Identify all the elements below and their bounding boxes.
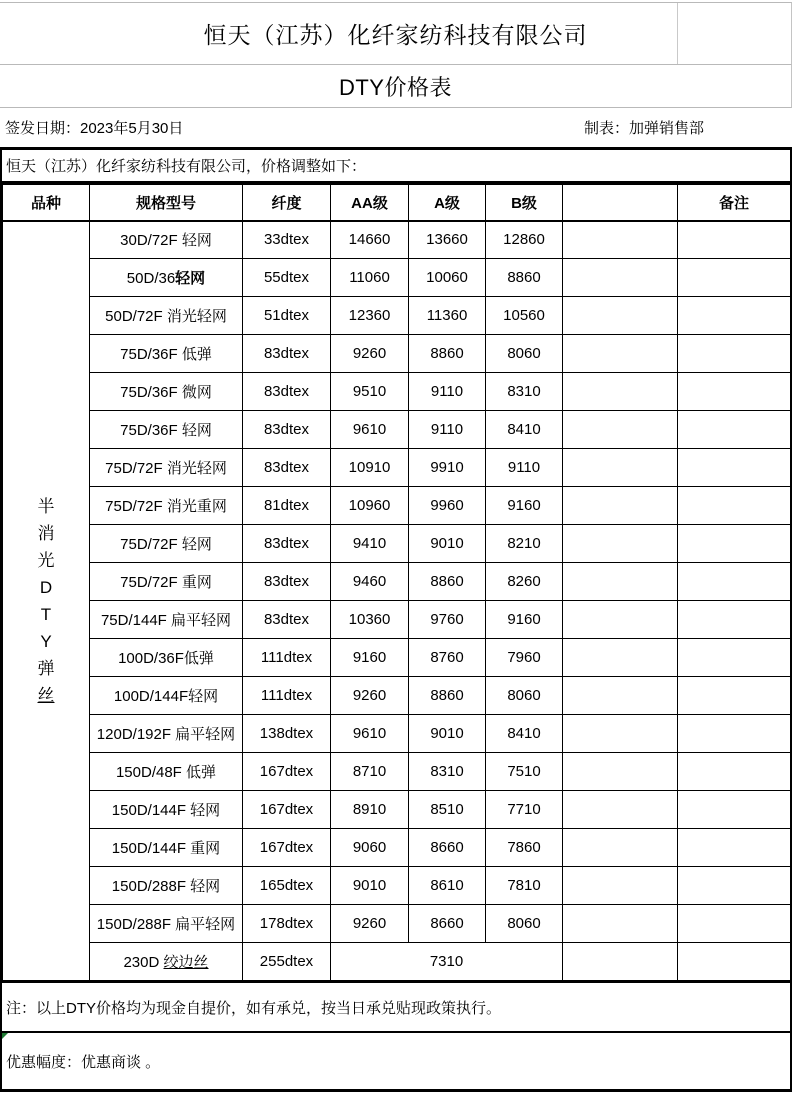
spec-cell: 75D/144F 扁平轻网 bbox=[90, 601, 243, 639]
spec-cell: 75D/36F 微网 bbox=[90, 373, 243, 411]
price-cell-b: 9110 bbox=[486, 449, 563, 487]
price-cell-a: 9910 bbox=[409, 449, 486, 487]
remark-cell bbox=[678, 715, 791, 753]
table-row bbox=[3, 487, 791, 525]
spec-cell: 75D/72F 轻网 bbox=[90, 525, 243, 563]
price-table bbox=[2, 184, 791, 981]
price-cell-b: 8410 bbox=[486, 715, 563, 753]
price-cell-aa: 9260 bbox=[331, 677, 409, 715]
column-header-grade-a: A级 bbox=[409, 185, 486, 221]
spec-cell: 150D/48F 低弹 bbox=[90, 753, 243, 791]
table-row bbox=[3, 867, 791, 905]
dtex-cell: 111dtex bbox=[243, 677, 331, 715]
price-cell-b: 7510 bbox=[486, 753, 563, 791]
table-row bbox=[3, 829, 791, 867]
extra-cell bbox=[563, 677, 678, 715]
spec-cell: 75D/72F 消光重网 bbox=[90, 487, 243, 525]
extra-cell bbox=[563, 449, 678, 487]
price-cell-merged: 7310 bbox=[331, 943, 563, 981]
table-row bbox=[3, 791, 791, 829]
price-cell-a: 8310 bbox=[409, 753, 486, 791]
table-row bbox=[3, 335, 791, 373]
price-cell-aa: 9060 bbox=[331, 829, 409, 867]
price-cell-b: 7860 bbox=[486, 829, 563, 867]
spec-cell: 50D/72F 消光轻网 bbox=[90, 297, 243, 335]
table-row bbox=[3, 297, 791, 335]
table-row bbox=[3, 373, 791, 411]
remark-cell bbox=[678, 297, 791, 335]
extra-cell bbox=[563, 487, 678, 525]
price-cell-a: 9760 bbox=[409, 601, 486, 639]
remark-cell bbox=[678, 943, 791, 981]
table-row bbox=[3, 905, 791, 943]
price-cell-aa: 8710 bbox=[331, 753, 409, 791]
column-header-category: 品种 bbox=[3, 185, 90, 221]
spec-cell: 100D/36F低弹 bbox=[90, 639, 243, 677]
table-row bbox=[3, 259, 791, 297]
price-cell-a: 8860 bbox=[409, 563, 486, 601]
price-cell-aa: 9010 bbox=[331, 867, 409, 905]
dtex-cell: 167dtex bbox=[243, 791, 331, 829]
extra-cell bbox=[563, 639, 678, 677]
dtex-cell: 51dtex bbox=[243, 297, 331, 335]
dtex-cell: 83dtex bbox=[243, 335, 331, 373]
price-cell-aa: 10910 bbox=[331, 449, 409, 487]
price-cell-aa: 11060 bbox=[331, 259, 409, 297]
price-cell-b: 8210 bbox=[486, 525, 563, 563]
column-header-spec: 规格型号 bbox=[90, 185, 243, 221]
remark-cell bbox=[678, 753, 791, 791]
price-cell-a: 8760 bbox=[409, 639, 486, 677]
remark-cell bbox=[678, 677, 791, 715]
table-row bbox=[3, 715, 791, 753]
meta-row bbox=[0, 108, 792, 147]
spec-cell: 230D 绞边丝 bbox=[90, 943, 243, 981]
price-cell-b: 7710 bbox=[486, 791, 563, 829]
remark-cell bbox=[678, 259, 791, 297]
notice-text: 恒天（江苏）化纤家纺科技有限公司，价格调整如下： bbox=[6, 158, 367, 175]
price-cell-a: 13660 bbox=[409, 221, 486, 259]
price-cell-b: 7810 bbox=[486, 867, 563, 905]
price-cell-aa: 8910 bbox=[331, 791, 409, 829]
price-cell-a: 8660 bbox=[409, 829, 486, 867]
extra-cell bbox=[563, 867, 678, 905]
spec-cell: 150D/288F 轻网 bbox=[90, 867, 243, 905]
column-header-grade-aa: AA级 bbox=[331, 185, 409, 221]
spec-cell: 150D/288F 扁平轻网 bbox=[90, 905, 243, 943]
price-cell-b: 8860 bbox=[486, 259, 563, 297]
dtex-cell: 81dtex bbox=[243, 487, 331, 525]
extra-cell bbox=[563, 411, 678, 449]
remark-cell bbox=[678, 829, 791, 867]
price-cell-aa: 9160 bbox=[331, 639, 409, 677]
price-table-body bbox=[3, 221, 791, 981]
price-cell-aa: 9610 bbox=[331, 715, 409, 753]
spec-cell: 150D/144F 重网 bbox=[90, 829, 243, 867]
price-cell-b: 7960 bbox=[486, 639, 563, 677]
extra-cell bbox=[563, 563, 678, 601]
price-cell-b: 8060 bbox=[486, 335, 563, 373]
dtex-cell: 33dtex bbox=[243, 221, 331, 259]
dtex-cell: 178dtex bbox=[243, 905, 331, 943]
table-row bbox=[3, 525, 791, 563]
spec-cell: 75D/72F 重网 bbox=[90, 563, 243, 601]
price-cell-a: 9010 bbox=[409, 715, 486, 753]
spec-cell: 150D/144F 轻网 bbox=[90, 791, 243, 829]
dtex-cell: 55dtex bbox=[243, 259, 331, 297]
table-row bbox=[3, 411, 791, 449]
extra-cell bbox=[563, 715, 678, 753]
price-cell-b: 8060 bbox=[486, 677, 563, 715]
extra-cell bbox=[563, 259, 678, 297]
remark-cell bbox=[678, 563, 791, 601]
table-row bbox=[3, 601, 791, 639]
price-cell-a: 8660 bbox=[409, 905, 486, 943]
price-cell-b: 10560 bbox=[486, 297, 563, 335]
dtex-cell: 165dtex bbox=[243, 867, 331, 905]
spec-cell: 75D/72F 消光轻网 bbox=[90, 449, 243, 487]
price-cell-aa: 10960 bbox=[331, 487, 409, 525]
remark-cell bbox=[678, 335, 791, 373]
dtex-cell: 83dtex bbox=[243, 373, 331, 411]
dtex-cell: 255dtex bbox=[243, 943, 331, 981]
price-cell-b: 8260 bbox=[486, 563, 563, 601]
price-cell-aa: 10360 bbox=[331, 601, 409, 639]
discount-row bbox=[2, 1031, 790, 1089]
remark-cell bbox=[678, 905, 791, 943]
price-cell-aa: 9260 bbox=[331, 335, 409, 373]
price-cell-a: 10060 bbox=[409, 259, 486, 297]
spec-cell: 75D/36F 轻网 bbox=[90, 411, 243, 449]
dtex-cell: 167dtex bbox=[243, 753, 331, 791]
column-header-dtex: 纤度 bbox=[243, 185, 331, 221]
grid-divider bbox=[677, 3, 678, 64]
remark-cell bbox=[678, 601, 791, 639]
remark-cell bbox=[678, 487, 791, 525]
column-header-grade-b: B级 bbox=[486, 185, 563, 221]
extra-cell bbox=[563, 829, 678, 867]
remark-cell bbox=[678, 373, 791, 411]
extra-cell bbox=[563, 943, 678, 981]
dtex-cell: 83dtex bbox=[243, 563, 331, 601]
price-cell-a: 9110 bbox=[409, 411, 486, 449]
price-cell-aa: 9260 bbox=[331, 905, 409, 943]
extra-cell bbox=[563, 905, 678, 943]
remark-cell bbox=[678, 221, 791, 259]
price-cell-b: 9160 bbox=[486, 601, 563, 639]
spec-cell: 120D/192F 扁平轻网 bbox=[90, 715, 243, 753]
price-cell-b: 9160 bbox=[486, 487, 563, 525]
remark-cell bbox=[678, 525, 791, 563]
extra-cell bbox=[563, 297, 678, 335]
dtex-cell: 83dtex bbox=[243, 601, 331, 639]
table-row bbox=[3, 563, 791, 601]
price-cell-aa: 9460 bbox=[331, 563, 409, 601]
extra-cell bbox=[563, 335, 678, 373]
price-cell-a: 9010 bbox=[409, 525, 486, 563]
price-cell-a: 9960 bbox=[409, 487, 486, 525]
table-header-row bbox=[3, 185, 791, 221]
table-row bbox=[3, 449, 791, 487]
table-row bbox=[3, 221, 791, 259]
cell-flag-icon bbox=[2, 1033, 8, 1039]
dtex-cell: 83dtex bbox=[243, 449, 331, 487]
dtex-cell: 167dtex bbox=[243, 829, 331, 867]
price-cell-aa: 9510 bbox=[331, 373, 409, 411]
dtex-cell: 138dtex bbox=[243, 715, 331, 753]
dtex-cell: 83dtex bbox=[243, 411, 331, 449]
price-cell-b: 8310 bbox=[486, 373, 563, 411]
table-row bbox=[3, 753, 791, 791]
price-cell-a: 8610 bbox=[409, 867, 486, 905]
price-cell-a: 11360 bbox=[409, 297, 486, 335]
company-title-row bbox=[0, 2, 792, 65]
table-row bbox=[3, 677, 791, 715]
prepared-by: 制表：加弹销售部 bbox=[583, 120, 704, 137]
extra-cell bbox=[563, 791, 678, 829]
remark-cell bbox=[678, 411, 791, 449]
notice-row bbox=[2, 150, 790, 184]
extra-cell bbox=[563, 601, 678, 639]
price-cell-aa: 9410 bbox=[331, 525, 409, 563]
table-row bbox=[3, 943, 791, 981]
category-vertical-text: 半 消 光 D T Y 弹 丝 bbox=[37, 496, 55, 705]
spec-cell: 100D/144F轻网 bbox=[90, 677, 243, 715]
price-table-block bbox=[0, 147, 792, 1092]
price-cell-b: 12860 bbox=[486, 221, 563, 259]
note-row bbox=[2, 981, 790, 1031]
price-cell-aa: 12360 bbox=[331, 297, 409, 335]
extra-cell bbox=[563, 373, 678, 411]
column-header-remark: 备注 bbox=[678, 185, 791, 221]
price-cell-b: 8060 bbox=[486, 905, 563, 943]
doc-title: DTY价格表 bbox=[338, 74, 452, 100]
remark-cell bbox=[678, 449, 791, 487]
price-cell-a: 8860 bbox=[409, 335, 486, 373]
column-header-extra bbox=[563, 185, 678, 221]
spec-cell: 75D/36F 低弹 bbox=[90, 335, 243, 373]
extra-cell bbox=[563, 221, 678, 259]
remark-cell bbox=[678, 639, 791, 677]
spec-cell: 30D/72F 轻网 bbox=[90, 221, 243, 259]
price-cell-aa: 14660 bbox=[331, 221, 409, 259]
price-cell-b: 8410 bbox=[486, 411, 563, 449]
issue-date: 签发日期：2023年5月30日 bbox=[5, 120, 184, 137]
remark-cell bbox=[678, 867, 791, 905]
category-cell bbox=[3, 221, 90, 981]
dtex-cell: 111dtex bbox=[243, 639, 331, 677]
remark-cell bbox=[678, 791, 791, 829]
table-row bbox=[3, 639, 791, 677]
price-cell-a: 9110 bbox=[409, 373, 486, 411]
extra-cell bbox=[563, 525, 678, 563]
company-title: 恒天（江苏）化纤家纺科技有限公司 bbox=[203, 22, 588, 48]
dtex-cell: 83dtex bbox=[243, 525, 331, 563]
price-cell-aa: 9610 bbox=[331, 411, 409, 449]
spec-cell: 50D/36轻网 bbox=[90, 259, 243, 297]
doc-title-row bbox=[0, 65, 792, 108]
extra-cell bbox=[563, 753, 678, 791]
note-text: 注：以上DTY价格均为现金自提价，如有承兑，按当日承兑贴现政策执行。 bbox=[6, 999, 502, 1017]
price-cell-a: 8860 bbox=[409, 677, 486, 715]
price-cell-a: 8510 bbox=[409, 791, 486, 829]
discount-text: 优惠幅度：优惠商谈 。 bbox=[6, 1053, 161, 1071]
